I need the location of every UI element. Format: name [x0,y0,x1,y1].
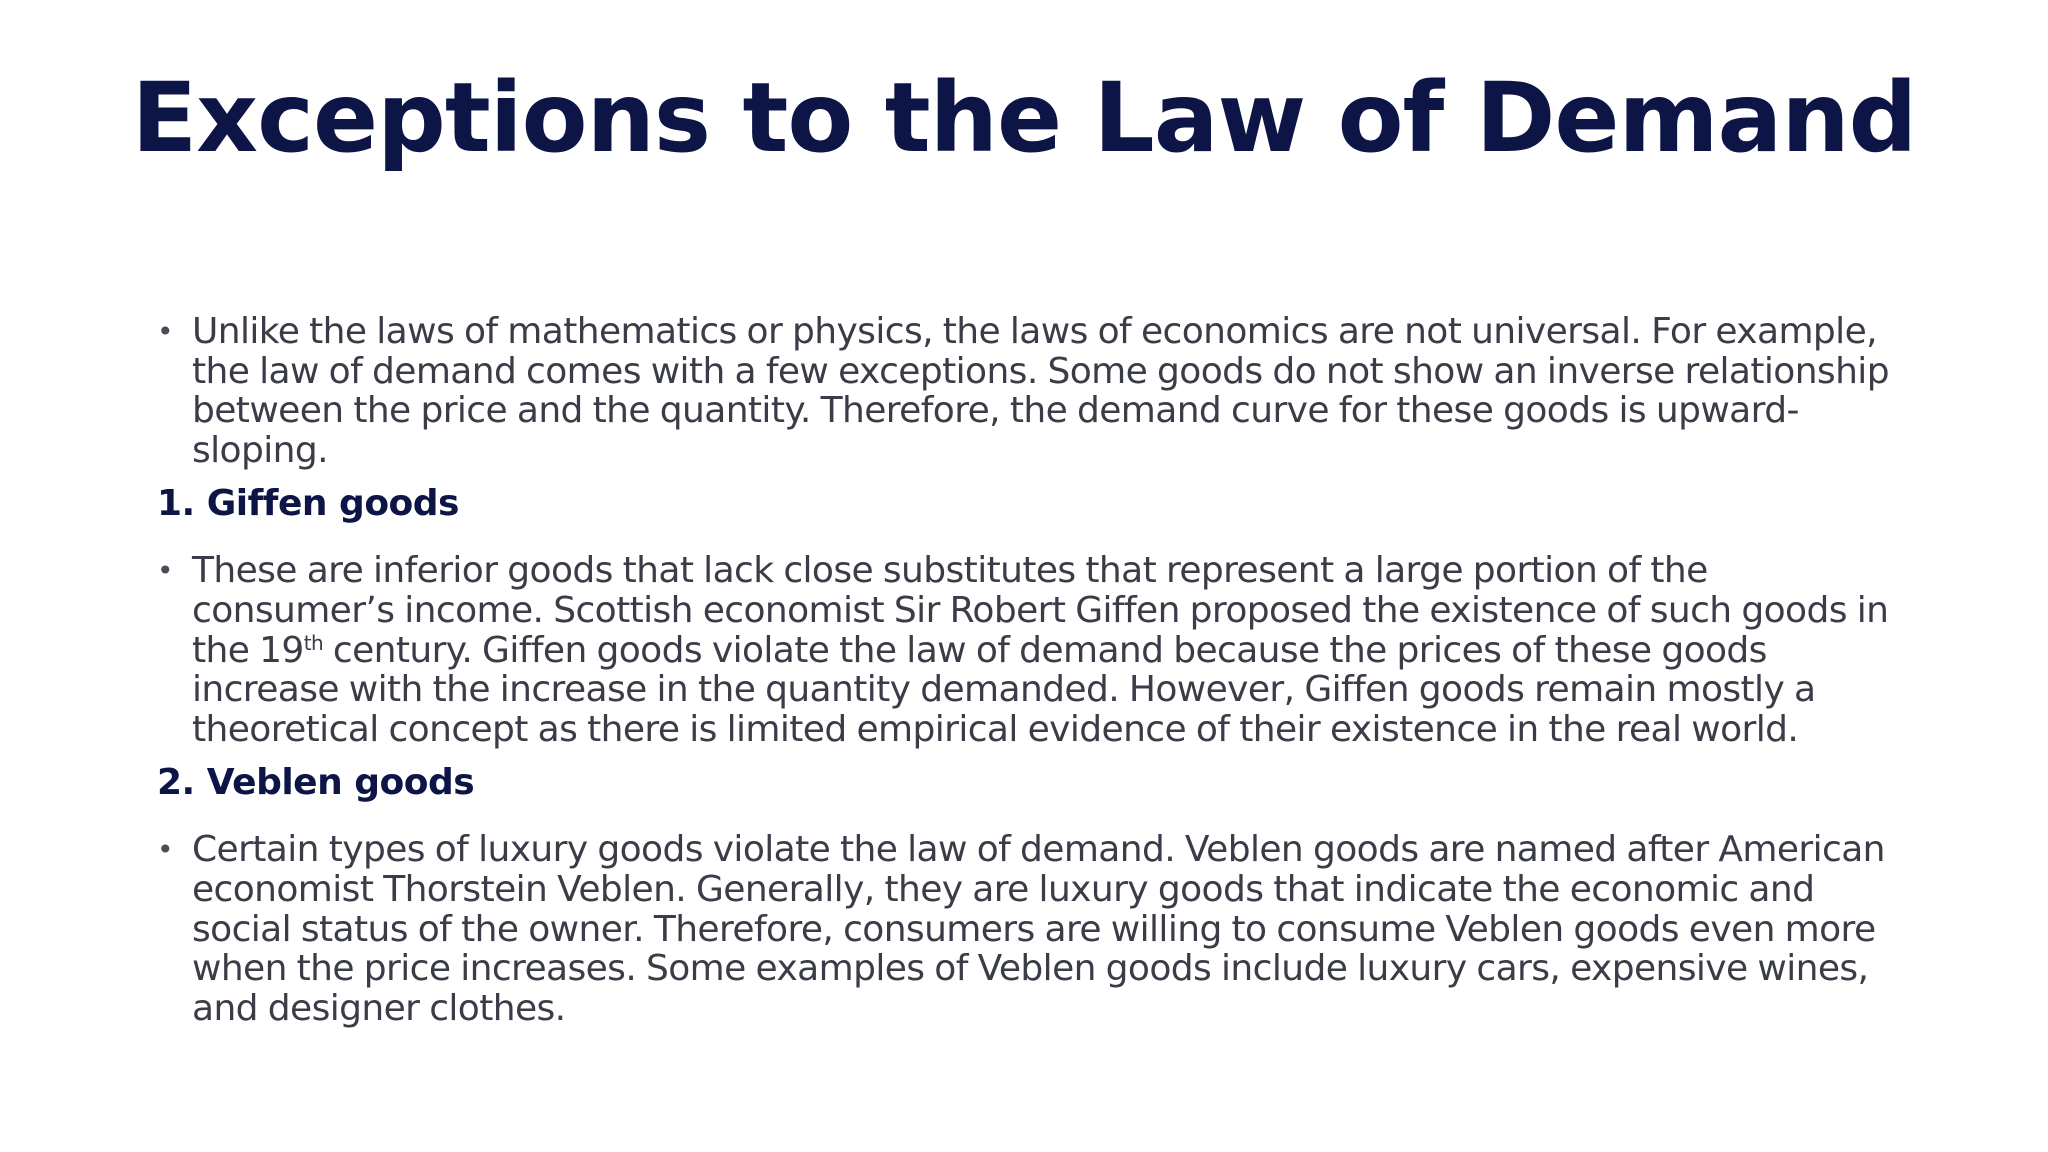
veblen-goods-bullet [157,830,1917,1028]
slide-content [157,312,1917,1028]
ordinal-suffix: th [303,630,324,655]
intro-bullet-text: Unlike the laws of mathematics or physics, the laws of economics are not universal. For example, the law of demand comes with a few exceptions. Some goods do not show an inverse relationship between the price and the quantity. Therefore, the demand curve for these goods is upward-sloping. [192,311,1889,471]
giffen-bullet-text-part2: century. Giffen goods violate the law of demand because the prices of these goods increase with the increase in the quantity demanded. However, Giffen goods remain mostly a theoretical concept as there is limited empirical evidence of their existence in the real world. [192,629,1816,750]
bullet-marker: • [157,554,173,588]
veblen-bullet-text: Certain types of luxury goods violate the law of demand. Veblen goods are named after American economist Thorstein Veblen. Generally, they are luxury goods that indicate the economic and social status of the owner. Therefore, consumers are willing to consume Veblen goods even more when the price increases. Some examples of Veblen goods include luxury cars, expensive wines, and designer clothes. [192,829,1885,1029]
slide-title: Exceptions to the Law of Demand [131,62,1917,174]
giffen-bullet-text-part1: These are inferior goods that lack close substitutes that represent a large portion of the consumer’s income. Scottish economist Sir Robert Giffen proposed the existence of such goods in the 19 [192,550,1889,671]
giffen-goods-bullet [157,551,1917,749]
bullet-marker: • [157,833,173,867]
intro-bullet [157,312,1917,470]
veblen-goods-heading: 2. Veblen goods [157,762,475,804]
giffen-goods-heading: 1. Giffen goods [157,483,459,525]
bullet-marker: • [157,315,173,348]
